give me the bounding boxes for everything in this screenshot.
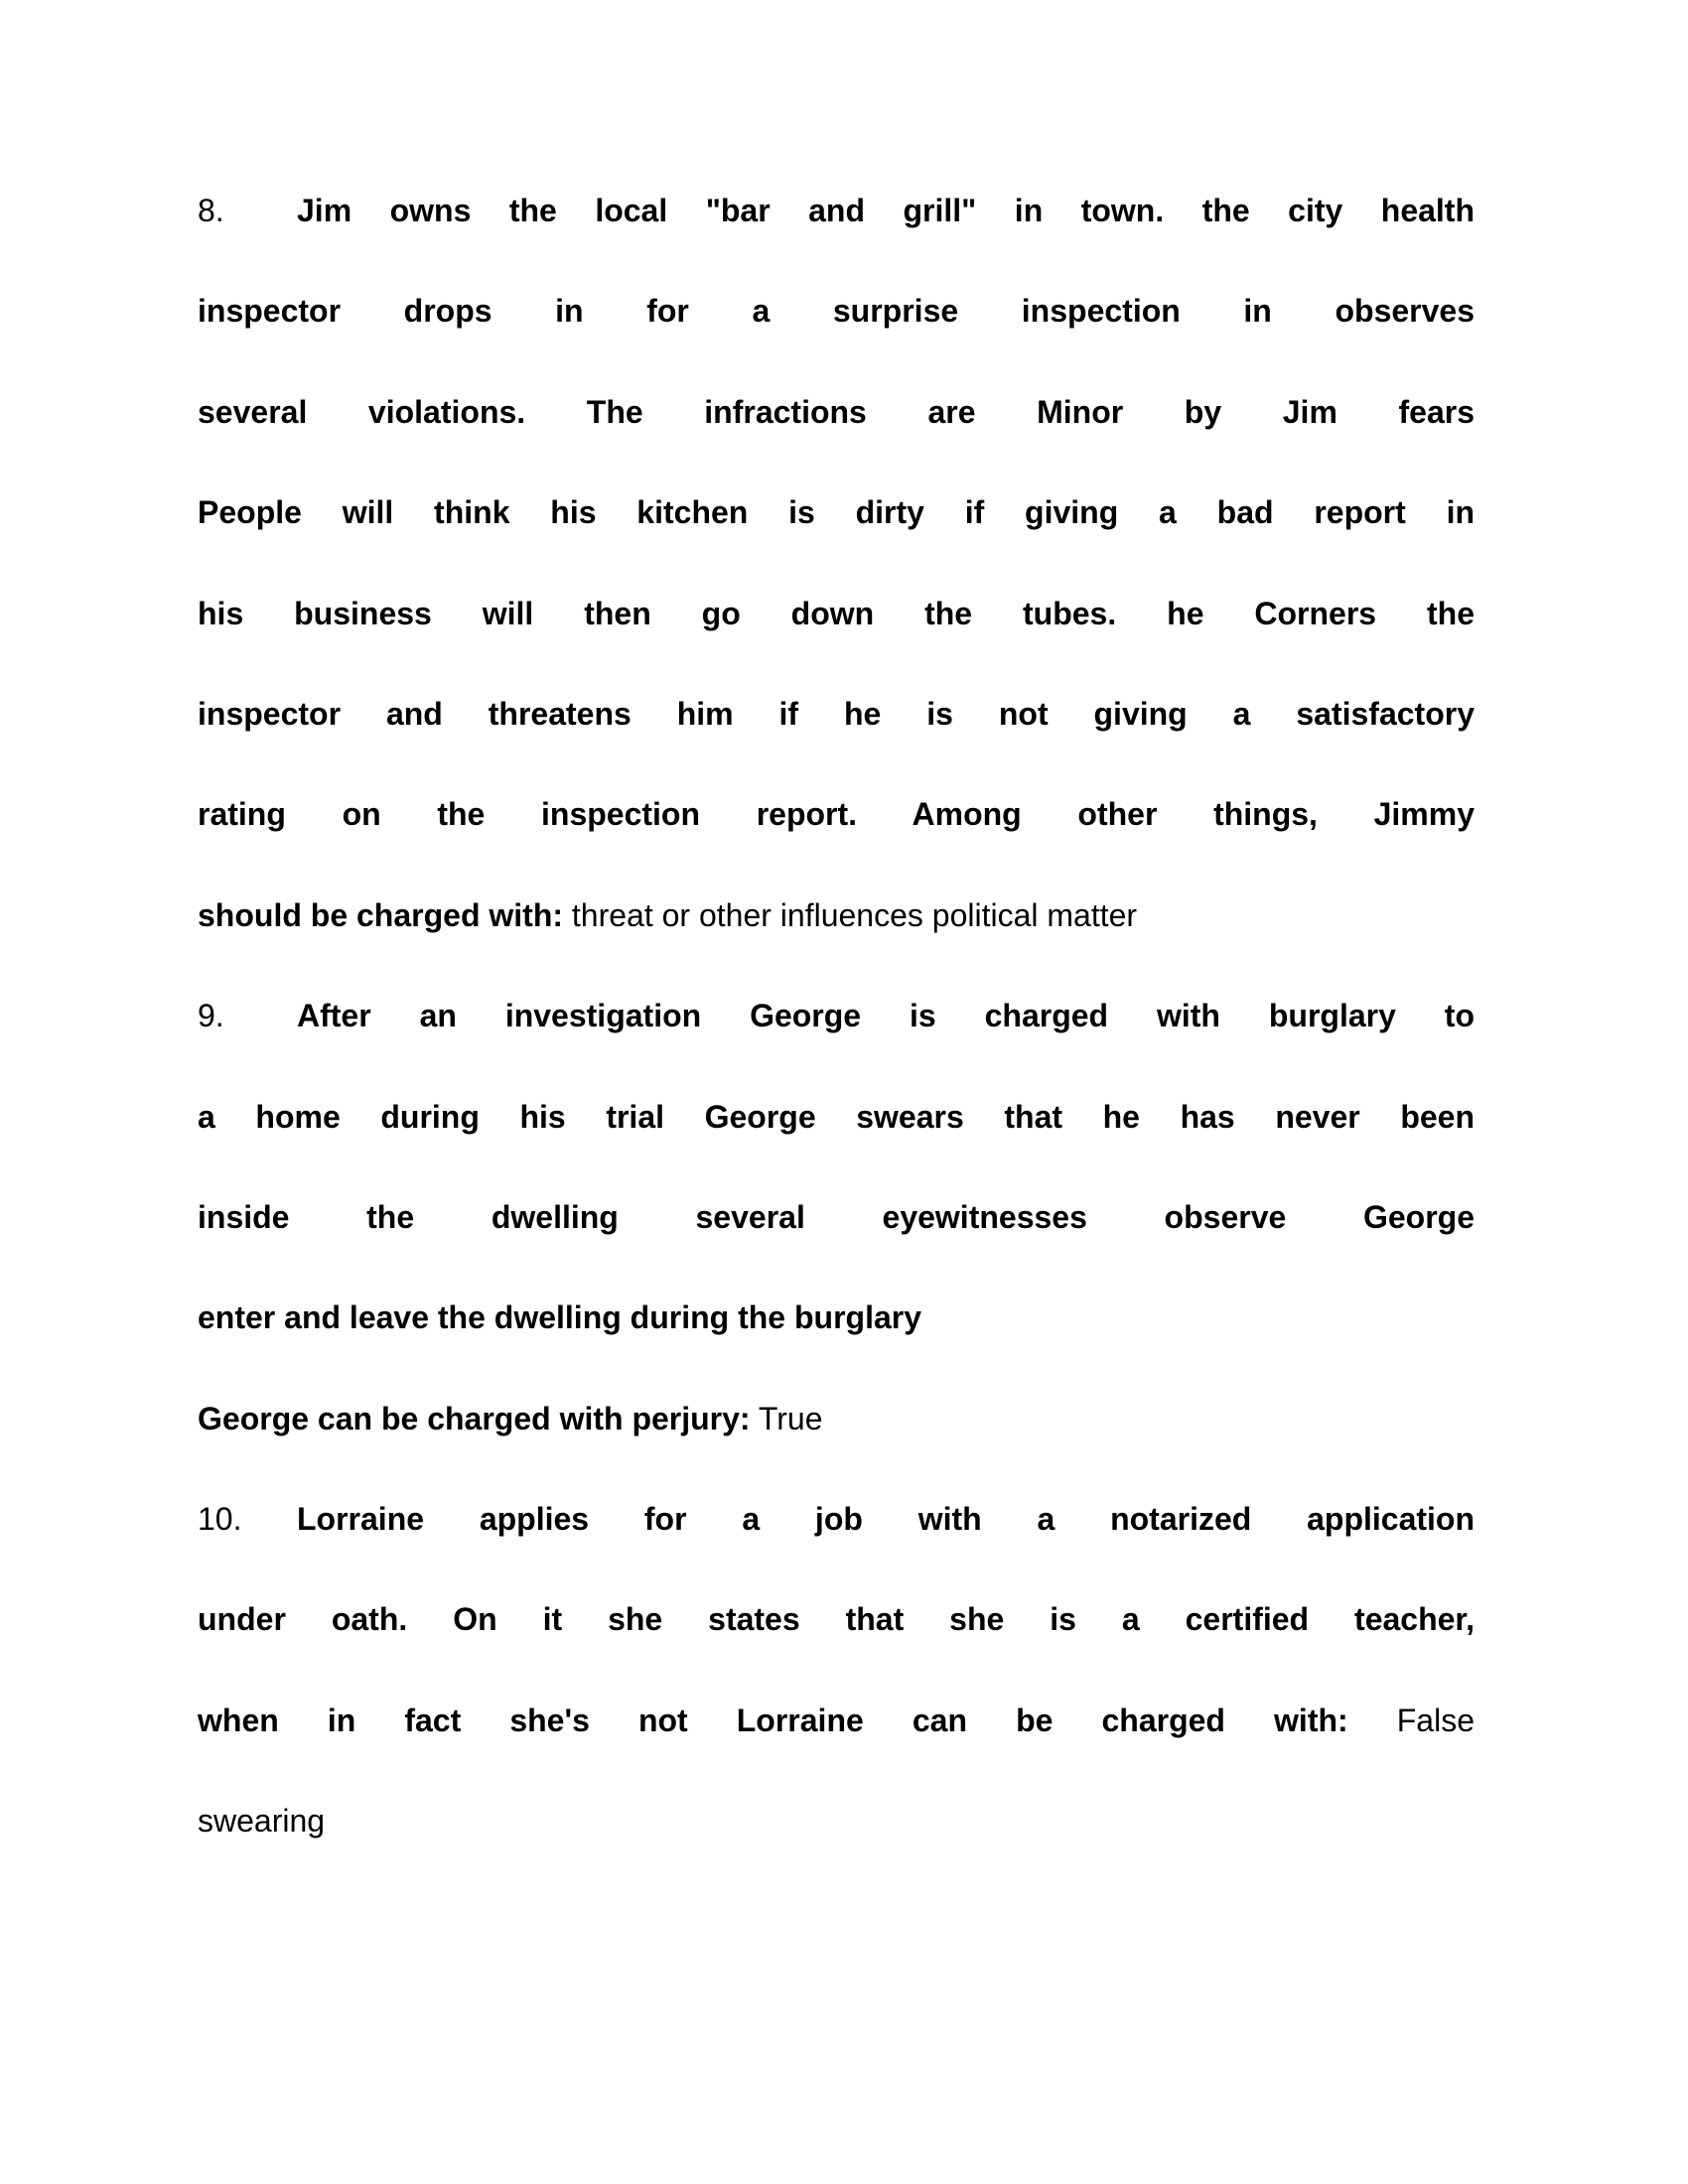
answer-text: swearing bbox=[198, 1803, 326, 1840]
question-text: a home during his trial George swears that he has never been bbox=[198, 1098, 1475, 1135]
question-number: 10. bbox=[198, 1501, 242, 1538]
answer-text: True bbox=[750, 1400, 823, 1436]
question-text: inspector and threatens him if he is not giving a satisfactory bbox=[198, 695, 1475, 732]
question-text: After an investigation George is charged with burglary to bbox=[297, 998, 1475, 1034]
question-text: inside the dwelling several eyewitnesses observe George bbox=[198, 1198, 1475, 1235]
text-line bbox=[198, 189, 1475, 289]
text-line bbox=[198, 893, 1475, 994]
text-line bbox=[198, 1095, 1475, 1195]
text-line bbox=[198, 692, 1475, 792]
text-line bbox=[198, 1397, 1475, 1497]
question-text: his business will then go down the tubes. he Corners the bbox=[198, 595, 1475, 631]
question-text: under oath. On it she states that she is a certified teacher, bbox=[198, 1601, 1475, 1638]
question-10 bbox=[198, 1497, 1475, 1900]
question-text: George can be charged with perjury: bbox=[198, 1400, 751, 1436]
text-line bbox=[198, 994, 1475, 1094]
question-number: 9. bbox=[198, 998, 224, 1034]
question-text: several violations. The infractions are Minor by Jim fears bbox=[198, 393, 1475, 430]
text-line bbox=[198, 1597, 1475, 1698]
question-text: People will think his kitchen is dirty if giving a bad report in bbox=[198, 494, 1475, 531]
text-line bbox=[198, 1497, 1475, 1597]
text-line bbox=[198, 1296, 1475, 1396]
answer-text: threat or other influences political matter bbox=[563, 896, 1138, 933]
question-8 bbox=[198, 189, 1475, 994]
text-line bbox=[198, 792, 1475, 892]
text-line bbox=[198, 490, 1475, 591]
text-line bbox=[198, 1799, 1475, 1899]
question-text: Lorraine applies for a job with a notarized application bbox=[297, 1501, 1475, 1538]
document-body bbox=[198, 189, 1475, 1900]
text-line bbox=[198, 289, 1475, 389]
text-line bbox=[198, 1195, 1475, 1296]
question-number: 8. bbox=[198, 193, 224, 228]
question-text: should be charged with: bbox=[198, 896, 564, 933]
question-text: when in fact she's not Lorraine can be charged with: bbox=[198, 1702, 1348, 1738]
question-text: Jim owns the local "bar and grill" in town. the city health bbox=[297, 193, 1475, 228]
answer-text: False bbox=[1347, 1702, 1476, 1738]
question-text: inspector drops in for a surprise inspection in observes bbox=[198, 293, 1475, 330]
question-text: enter and leave the dwelling during the burglary bbox=[198, 1299, 922, 1336]
text-line bbox=[198, 1699, 1475, 1799]
question-text: rating on the inspection report. Among other things, Jimmy bbox=[198, 796, 1475, 833]
text-line bbox=[198, 390, 1475, 490]
text-line bbox=[198, 592, 1475, 692]
question-9 bbox=[198, 994, 1475, 1497]
